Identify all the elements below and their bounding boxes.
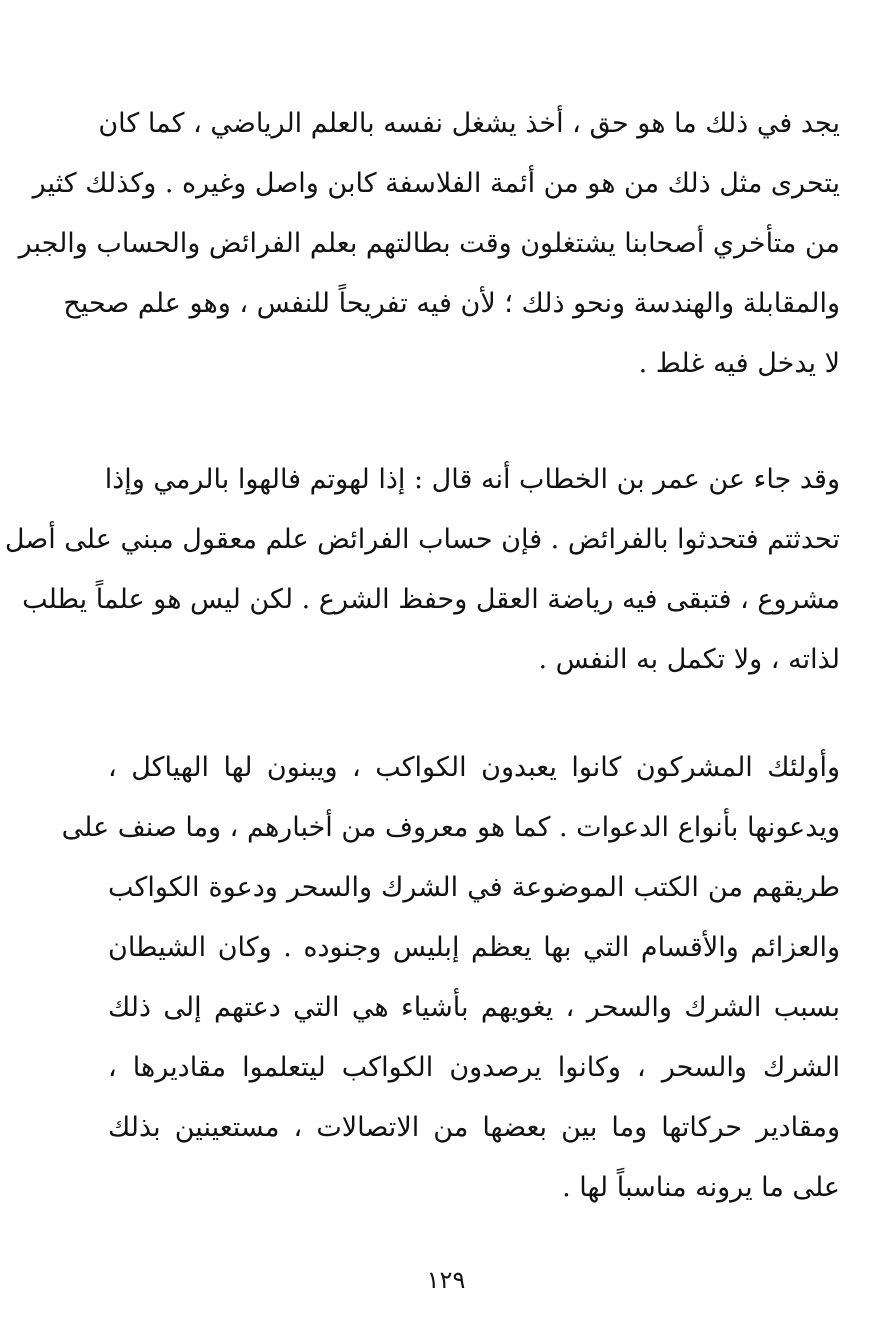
paragraph-2 bbox=[4, 450, 840, 690]
text-line: ويدعونها بأنواع الدعوات . كما هو معروف من أخبارهم ، وما صنف على bbox=[61, 812, 840, 843]
paragraph-3 bbox=[61, 738, 840, 1218]
text-line: والعزائم والأقسام التي بها يعظم إبليس وجنوده . وكان الشيطان bbox=[108, 932, 840, 963]
paragraph-1 bbox=[18, 94, 840, 394]
text-line: ومقادير حركاتها وما بين بعضها من الاتصالات ، مستعينين بذلك bbox=[108, 1112, 840, 1143]
text-line: طريقهم من الكتب الموضوعة في الشرك والسحر ودعوة الكواكب bbox=[108, 872, 840, 903]
text-line: الشرك والسحر ، وكانوا يرصدون الكواكب ليتعلموا مقاديرها ، bbox=[108, 1052, 840, 1083]
text-line: والمقابلة والهندسة ونحو ذلك ؛ لأن فيه تفريحاً للنفس ، وهو علم صحيح bbox=[63, 288, 840, 319]
text-line: وأولئك المشركون كانوا يعبدون الكواكب ، ويبنون لها الهياكل ، bbox=[108, 752, 840, 783]
text-line: لا يدخل فيه غلط . bbox=[638, 348, 840, 379]
text-line: مشروع ، فتبقى فيه رياضة العقل وحفظ الشرع . لكن ليس هو علماً يطلب bbox=[22, 584, 840, 615]
page-number: ١٢٩ bbox=[426, 1266, 466, 1294]
text-line: لذاته ، ولا تكمل به النفس . bbox=[538, 644, 840, 675]
text-line: وقد جاء عن عمر بن الخطاب أنه قال : إذا لهوتم فالهوا بالرمي وإذا bbox=[104, 464, 840, 495]
text-line: بسبب الشرك والسحر ، يغويهم بأشياء هي التي دعتهم إلى ذلك bbox=[108, 992, 840, 1023]
text-line: يتحرى مثل ذلك من هو من أئمة الفلاسفة كابن واصل وغيره . وكذلك كثير bbox=[32, 168, 840, 199]
text-line: من متأخري أصحابنا يشتغلون وقت بطالتهم بعلم الفرائض والحساب والجبر bbox=[18, 228, 840, 259]
text-line: على ما يرونه مناسباً لها . bbox=[562, 1172, 840, 1203]
text-line: يجد في ذلك ما هو حق ، أخذ يشغل نفسه بالعلم الرياضي ، كما كان bbox=[98, 108, 840, 139]
text-line: تحدثتم فتحدثوا بالفرائض . فإن حساب الفرائض علم معقول مبني على أصل bbox=[4, 524, 840, 555]
